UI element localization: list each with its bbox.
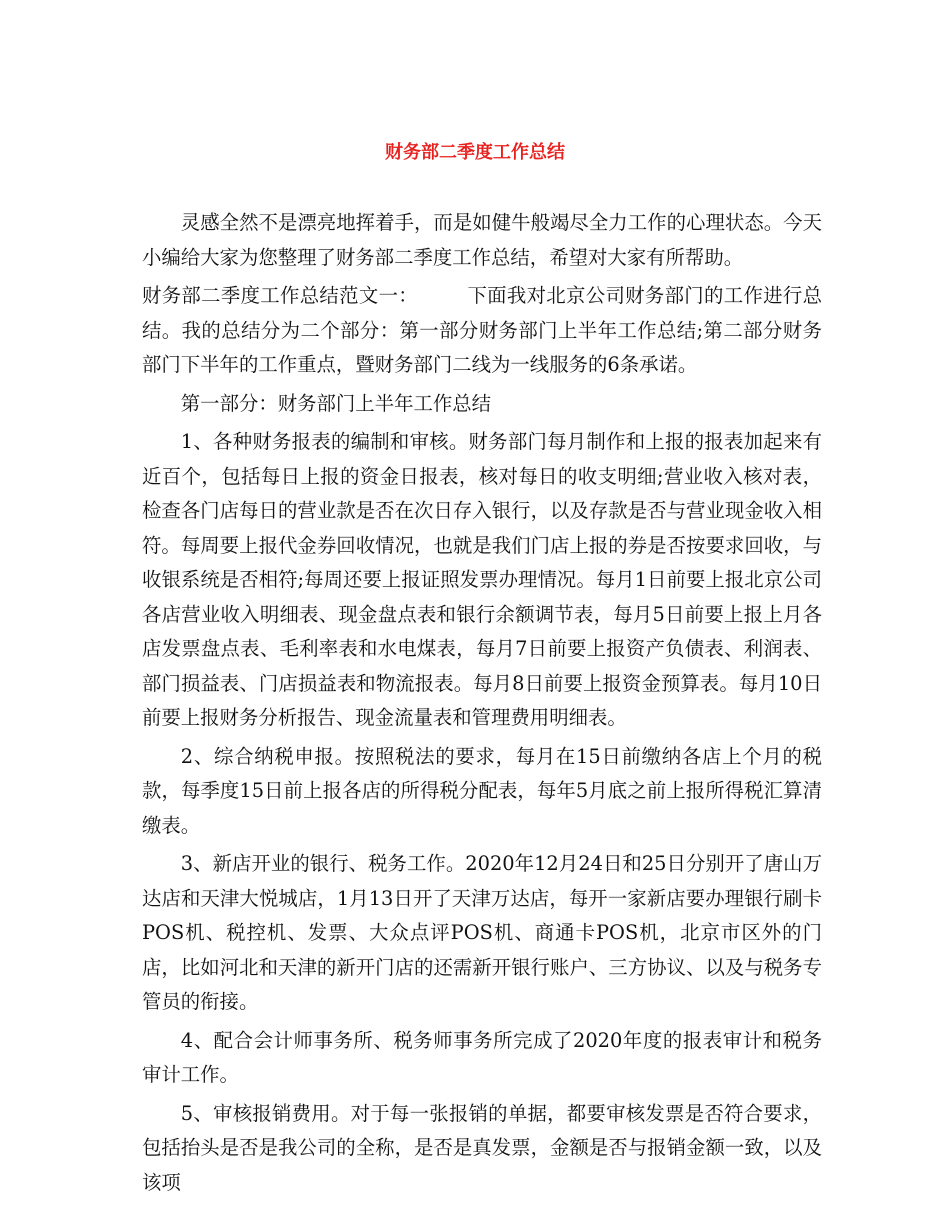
paragraph-item-5: 5、审核报销费用。对于每一张报销的单据，都要审核发票是否符合要求，包括抬头是否是我公司的全称，是否是真发票，金额是否与报销金额一致，以及该项	[142, 1101, 822, 1194]
paragraph-item-4: 4、配合会计师事务所、税务师事务所完成了2020年度的报表审计和税务审计工作。	[142, 1028, 822, 1086]
page-title: 财务部二季度工作总结	[385, 142, 565, 163]
paragraph-item-1: 1、各种财务报表的编制和审核。财务部门每月制作和上报的报表加起来有近百个，包括每日上报的资金日报表，核对每日的收支明细;营业收入核对表，检查各门店每日的营业款是否在次日存入银行，以及存款是否与营业现金收入相符。每周要上报代金券回收情况，也就是我们门店上报的券是否按要求回收，与收银系统是否相符;每周还要上报证照发票办理情况。每月1日前要上报北京公司各店营业收入明细表、现金盘点表和银行余额调节表，每月5日前要上报上月各店发票盘点表、毛利率表和水电煤表，每月7日前要上报资产负债表、利润表、部门损益表、门店损益表和物流报表。每月8日前要上报资金预算表。每月10日前要上报财务分析报告、现金流量表和管理费用明细表。	[142, 430, 822, 729]
paragraph-intro: 灵感全然不是漂亮地挥着手，而是如健牛般竭尽全力工作的心理状态。今天小编给大家为您整理了财务部二季度工作总结，希望对大家有所帮助。	[142, 211, 822, 269]
paragraph-item-3: 3、新店开业的银行、税务工作。2020年12月24日和25日分别开了唐山万达店和天津大悦城店，1月13日开了天津万达店，每开一家新店要办理银行刷卡POS机、税控机、发票、大众点评POS机、商通卡POS机，北京市区外的门店，比如河北和天津的新开门店的还需新开银行账户、三方协议、以及与税务专管员的衔接。	[142, 852, 822, 1013]
document-body	[142, 206, 822, 1204]
section-heading-part-one: 第一部分：财务部门上半年工作总结	[180, 391, 492, 415]
paragraph-item-2: 2、综合纳税申报。按照税法的要求，每月在15日前缴纳各店上个月的税款，每季度15日前上报各店的所得税分配表，每年5月底之前上报所得税汇算清缴表。	[142, 744, 822, 837]
paragraph-overview: 财务部二季度工作总结范文一： 下面我对北京公司财务部门的工作进行总结。我的总结分为二个部分：第一部分财务部门上半年工作总结;第二部分财务部门下半年的工作重点，暨财务部门二线为一线服务的6条承诺。	[142, 284, 822, 376]
